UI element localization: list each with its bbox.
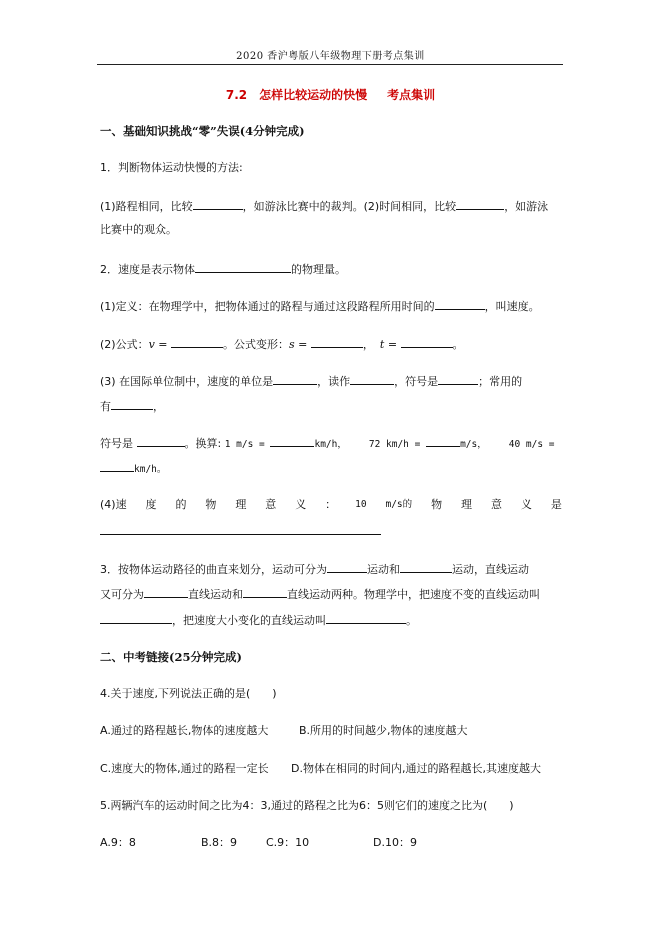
q2-intro-a: 2．速度是表示物体: [100, 263, 195, 276]
conv-2: 72 km/h =: [368, 439, 427, 450]
unit-text-e: 有: [100, 400, 111, 413]
q1-line2: 比赛中的观众。: [100, 223, 177, 236]
q2-def-a: (1)定义：在物理学中，把物体通过的路程与通过这段路程所用时间的: [100, 300, 435, 313]
section2-heading: 二、中考链接(25分钟完成): [100, 650, 242, 664]
q4-option-b[interactable]: B.所用的时间越少,物体的速度越大: [299, 724, 468, 737]
answer-blank[interactable]: [195, 261, 291, 273]
formula-eq: =: [154, 338, 172, 351]
q2-def-b: ，叫速度。: [484, 300, 540, 313]
answer-blank[interactable]: [456, 198, 504, 210]
conv-2-unit: m/s，: [460, 439, 487, 450]
q3-text-h: 。: [406, 614, 417, 627]
answer-blank[interactable]: [438, 373, 478, 385]
unit-text-f: ，: [153, 400, 164, 413]
answer-blank[interactable]: [111, 398, 153, 410]
meaning-part: (4)速: [100, 498, 127, 511]
q2-formula: (2)公式：v = 。公式变形：s = ， t = 。: [100, 338, 464, 351]
meaning-part: 意: [265, 498, 277, 511]
running-header: 2020 香沪粤版八年级物理下册考点集训: [236, 51, 425, 62]
q1-text-b: ，如游泳比赛中的裁判。(2)时间相同，比较: [242, 200, 457, 213]
unit-text-c: ，符号是: [394, 375, 439, 388]
q5-option-c[interactable]: C.9：10: [266, 836, 310, 849]
answer-blank[interactable]: [144, 586, 188, 598]
q3-line3: [100, 612, 417, 628]
var-s: s: [289, 338, 295, 351]
section1-heading: 一、基础知识挑战“零”失误(4分钟完成): [100, 124, 305, 138]
q2-meaning: [100, 498, 562, 512]
q1-text-a: (1)路程相同，比较: [100, 200, 193, 213]
formula-eq: =: [384, 338, 401, 351]
answer-blank[interactable]: [100, 612, 172, 624]
q1-text-c: ，如游泳: [504, 200, 549, 213]
page-title: [0, 86, 661, 103]
q3-text-d: 又可分为: [100, 588, 144, 601]
q5-stem: 5.两辆汽车的运动时间之比为4：3,通过的路程之比为6：5则它们的速度之比为( ): [100, 799, 514, 812]
meaning-part: 理: [235, 498, 247, 511]
answer-blank[interactable]: [400, 561, 452, 573]
title-tag: 考点集训: [387, 88, 436, 102]
q4-option-d[interactable]: D.物体在相同的时间内,通过的路程越长,其速度越大: [291, 762, 541, 775]
q5-option-d[interactable]: D.10：9: [373, 836, 417, 849]
meaning-part: m/s的: [385, 499, 413, 510]
meaning-part: ：: [325, 498, 337, 511]
q3-text-a: 3．按物体运动路径的曲直来划分，运动可分为: [100, 563, 327, 576]
answer-blank[interactable]: [311, 336, 363, 348]
meaning-part: 物: [431, 498, 443, 511]
unit-text-b: ，读作: [317, 375, 351, 388]
unit-text-d: ；常用的: [478, 375, 523, 388]
q4-option-a[interactable]: A.通过的路程越长,物体的速度越大: [100, 724, 269, 737]
answer-blank[interactable]: [270, 435, 314, 447]
answer-blank[interactable]: [171, 336, 223, 348]
answer-blank[interactable]: [273, 373, 317, 385]
sym-text-a: 符号是: [100, 437, 137, 450]
var-t: t: [379, 338, 385, 351]
answer-blank[interactable]: [401, 336, 453, 348]
q4-stem: 4.关于速度,下列说法正确的是( ): [100, 687, 277, 700]
meaning-part: 度: [145, 498, 157, 511]
var-v: v: [148, 338, 155, 351]
q2-conversion: [100, 435, 555, 452]
q2-intro: [100, 261, 346, 277]
q3-text-c: 运动，直线运动: [452, 563, 529, 576]
answer-blank[interactable]: [243, 586, 287, 598]
answer-blank[interactable]: [435, 298, 485, 310]
formula-transform-label: 。公式变形：: [223, 338, 290, 351]
q1-line1: [100, 198, 548, 214]
unit-text-a: (3) 在国际单位制中，速度的单位是: [100, 375, 274, 388]
q4-option-c[interactable]: C.速度大的物体,通过的路程一定长: [100, 762, 269, 775]
q2-intro-b: 的物理量。: [291, 263, 346, 276]
answer-blank[interactable]: [327, 561, 367, 573]
answer-blank[interactable]: [137, 435, 185, 447]
conv-1-unit: km/h，: [314, 439, 347, 450]
conv-3: 40 m/s =: [508, 439, 555, 450]
q3-text-e: 直线运动和: [188, 588, 243, 601]
meaning-part: 物: [205, 498, 217, 511]
meaning-part: 是: [550, 498, 562, 511]
formula-eq: =: [294, 338, 311, 351]
title-number: 7.2: [225, 88, 248, 102]
q2-conversion-cont: [100, 460, 166, 477]
q3-text-f: 直线运动两种。物理学中，把速度不变的直线运动叫: [287, 588, 540, 601]
q3-text-b: 运动和: [367, 563, 400, 576]
q1-intro: 1．判断物体运动快慢的方法:: [100, 161, 243, 174]
q3-line1: [100, 561, 529, 577]
q2-definition: [100, 298, 540, 314]
answer-blank[interactable]: [426, 435, 460, 447]
answer-blank[interactable]: [350, 373, 394, 385]
meaning-part: 的: [175, 498, 187, 511]
meaning-part: 义: [295, 498, 307, 511]
q2-units-cont: [100, 398, 164, 414]
conv-1: 1 m/s =: [224, 439, 271, 450]
answer-blank[interactable]: [193, 198, 243, 210]
q5-option-a[interactable]: A.9：8: [100, 836, 136, 849]
formula-end: 。: [452, 338, 464, 351]
q3-text-g: ，把速度大小变化的直线运动叫: [172, 614, 326, 627]
meaning-part: 理: [461, 498, 473, 511]
q5-option-b[interactable]: B.8：9: [201, 836, 238, 849]
sym-text-b: 。换算:: [184, 437, 225, 450]
answer-blank[interactable]: [100, 460, 134, 472]
answer-blank[interactable]: [326, 612, 406, 624]
answer-line[interactable]: [100, 534, 381, 535]
conv-3-unit: km/h。: [134, 464, 167, 475]
meaning-part: 10: [355, 499, 367, 510]
formula-label: (2)公式：: [100, 338, 149, 351]
title-name: 怎样比较运动的快慢: [259, 88, 368, 102]
q2-units: [100, 373, 522, 389]
header-rule: [97, 64, 563, 65]
meaning-part: 意: [490, 498, 502, 511]
meaning-part: 义: [520, 498, 532, 511]
q3-line2: [100, 586, 540, 602]
